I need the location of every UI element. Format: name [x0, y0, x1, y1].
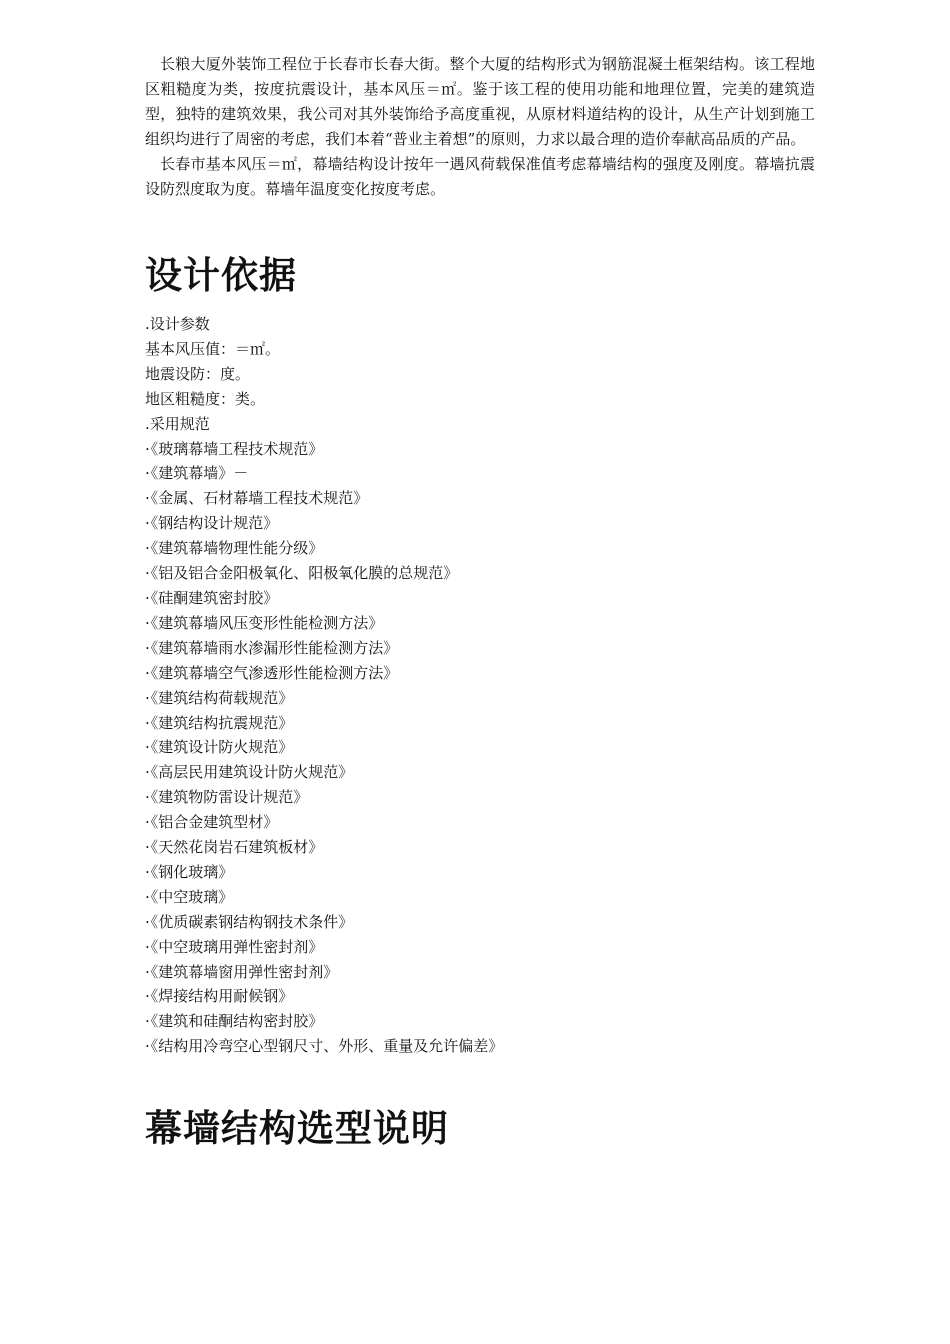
param-wind-pressure: 基本风压值：＝㎡。: [145, 339, 281, 358]
bullet-mark: ·: [145, 838, 150, 857]
standard-name: 《焊接结构用耐候钢》: [150, 987, 294, 1006]
standard-name: 《建筑幕墙窗用弹性密封剂》: [150, 962, 339, 981]
standard-name: 《金属、石材幕墙工程技术规范》: [150, 489, 369, 508]
standard-name: 《建筑结构抗震规范》: [150, 713, 294, 732]
bullet-mark: ·: [145, 912, 150, 931]
list-item: [145, 960, 815, 985]
intro-paragraph-1: 长粮大厦外装饰工程位于长春市长春大街。整个大厦的结构形式为钢筋混凝土框架结构。该工程地区粗糙度为类，按度抗震设计，基本风压＝㎡。鉴于该工程的使用功能和地理位置，完美的建筑造型，独特的建筑效果，我公司对其外装饰给予高度重视，从原材料道结构的设计，从生产计划到施工组织均进行了周密的考虑，我们本着“普业主着想”的原则，力求以最合理的造价奉献高品质的产品。: [145, 55, 815, 148]
standard-name: 《建筑和硅酮结构密封胶》: [150, 1012, 324, 1031]
bullet-mark: ·: [145, 987, 150, 1006]
list-item: [145, 437, 815, 462]
list-item: [145, 810, 815, 835]
list-item: [145, 686, 815, 711]
list-item: [145, 760, 815, 785]
bullet-mark: ·: [145, 962, 150, 981]
list-item: [145, 735, 815, 760]
list-item: [145, 935, 815, 960]
bullet-mark: ·: [145, 763, 150, 782]
list-item: [145, 711, 815, 736]
bullet-mark: ·: [145, 688, 150, 707]
document-page: [145, 52, 815, 1153]
list-item: [145, 561, 815, 586]
standard-name: 《高层民用建筑设计防火规范》: [150, 763, 354, 782]
list-item: [145, 885, 815, 910]
bullet-mark: ·: [145, 862, 150, 881]
param-roughness: 地区粗糙度：类。: [145, 389, 266, 408]
bullet-mark: ·: [145, 1012, 150, 1031]
list-item: [145, 461, 815, 486]
list-item: [145, 835, 815, 860]
list-item: [145, 661, 815, 686]
list-item: [145, 486, 815, 511]
list-item: [145, 910, 815, 935]
standard-name: 《建筑设计防火规范》: [150, 738, 294, 757]
standard-name: 《建筑物防雷设计规范》: [150, 788, 309, 807]
bullet-mark: ·: [145, 564, 150, 583]
params-title: .设计参数: [145, 315, 210, 333]
list-item: [145, 984, 815, 1009]
list-item: [145, 1034, 815, 1059]
bullet-mark: ·: [145, 937, 150, 956]
bullet-mark: ·: [145, 788, 150, 807]
bullet-mark: ·: [145, 663, 150, 682]
bullet-mark: ·: [145, 1037, 150, 1056]
list-item: [145, 1009, 815, 1034]
standard-name: 《建筑幕墙物理性能分级》: [150, 539, 324, 558]
standard-name: 《建筑幕墙空气渗透形性能检测方法》: [150, 663, 399, 682]
bullet-mark: ·: [145, 489, 150, 508]
bullet-mark: ·: [145, 638, 150, 657]
standard-name: 《建筑幕墙》－: [150, 464, 249, 483]
param-seismic: 地震设防：度。: [145, 364, 251, 383]
bullet-mark: ·: [145, 439, 150, 458]
heading-structure-selection: 幕墙结构选型说明: [145, 1107, 449, 1151]
bullet-mark: ·: [145, 738, 150, 757]
standard-name: 《天然花岗岩石建筑板材》: [150, 838, 324, 857]
standard-name: 《建筑幕墙风压变形性能检测方法》: [150, 613, 384, 632]
bullet-mark: ·: [145, 813, 150, 832]
standard-name: 《铝合金建筑型材》: [150, 813, 279, 832]
standard-name: 《玻璃幕墙工程技术规范》: [150, 439, 324, 458]
bullet-mark: ·: [145, 539, 150, 558]
standard-name: 《钢化玻璃》: [150, 862, 234, 881]
heading-design-basis: 设计依据: [145, 254, 297, 297]
standards-list: [145, 437, 815, 1060]
design-parameters-block: [145, 312, 815, 1059]
standard-name: 《优质碳素钢结构钢技术条件》: [150, 912, 354, 931]
intro-paragraph-2: 长春市基本风压＝㎡，幕墙结构设计按年一遇风荷载保准值考虑幕墙结构的强度及刚度。幕墙抗震设防烈度取为度。幕墙年温度变化按度考虑。: [145, 155, 815, 198]
standard-name: 《建筑结构荷载规范》: [150, 688, 294, 707]
bullet-mark: ·: [145, 464, 150, 483]
list-item: [145, 586, 815, 611]
list-item: [145, 611, 815, 636]
standard-name: 《建筑幕墙雨水渗漏形性能检测方法》: [150, 638, 399, 657]
standard-name: 《结构用冷弯空心型钢尺寸、外形、重量及允许偏差》: [150, 1037, 504, 1056]
bullet-mark: ·: [145, 588, 150, 607]
standard-name: 《硅酮建筑密封胶》: [150, 588, 279, 607]
list-item: [145, 860, 815, 885]
standard-name: 《中空玻璃》: [150, 887, 234, 906]
bullet-mark: ·: [145, 514, 150, 533]
list-item: [145, 785, 815, 810]
list-item: [145, 536, 815, 561]
list-item: [145, 636, 815, 661]
bullet-mark: ·: [145, 887, 150, 906]
bullet-mark: ·: [145, 613, 150, 632]
standard-name: 《铝及铝合金阳极氧化、阳极氧化膜的总规范》: [150, 564, 459, 583]
standards-title: .采用规范: [145, 414, 210, 433]
bullet-mark: ·: [145, 713, 150, 732]
standard-name: 《中空玻璃用弹性密封剂》: [150, 937, 324, 956]
standard-name: 《钢结构设计规范》: [150, 514, 279, 533]
list-item: [145, 511, 815, 536]
